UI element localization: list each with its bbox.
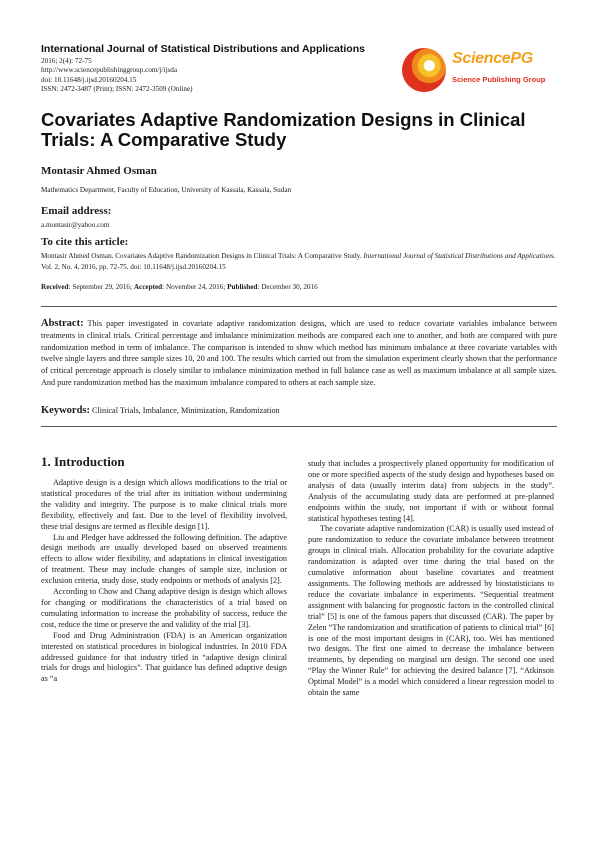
logo-name: SciencePG xyxy=(452,50,533,67)
citation-rest: Vol. 2, No. 4, 2016, pp. 72-75. doi: 10.11648/j.ijsd.20160204.15 xyxy=(41,263,226,271)
citation-main: Montasir Ahmed Osman. Covariates Adaptive Randomization Designs in Clinical Trials: A Comparative Study. xyxy=(41,252,362,260)
published-label: Published xyxy=(227,283,258,291)
keywords xyxy=(41,405,557,416)
section-heading: 1. Introduction xyxy=(41,454,125,469)
received-label: Received xyxy=(41,283,69,291)
right-column xyxy=(308,459,554,699)
abstract-text: This paper investigated in covariate adaptive randomization designs, which are used to reduce covariate variables imbalance between treatments in clinical trials. Critical percentage and imbalance minimization methods are compared each one to another, and both are compared with pure randomization method in term of imbalance. The comparison is intended to show which method has minimum imbalance at three covariate variables with twelve single layers and three sample sizes 10, 20 and 100. The results which carried out from the simulation experiment clearly shown that the performance of critical percentage approach is closely similar to imbalance minimization method in full balance case as well as maximum imbalance at all sample sizes. And pure randomization method has the maximum imbalance compared to others at each sample size. xyxy=(41,319,557,387)
keywords-text: Clinical Trials, Imbalance, Minimization, Randomization xyxy=(92,406,280,415)
left-column xyxy=(41,478,287,685)
citation-text xyxy=(41,251,557,273)
accepted-label: Accepted xyxy=(133,283,163,291)
divider-top xyxy=(41,306,557,307)
issn-line: ISSN: 2472-3487 (Print); ISSN: 2472-3509 (Online) xyxy=(41,84,193,93)
journal-title: International Journal of Statistical Distributions and Applications xyxy=(41,43,365,55)
journal-url[interactable]: http://www.sciencepublishinggroup.com/j/ijsda xyxy=(41,66,178,75)
keywords-label: Keywords: xyxy=(41,405,90,416)
paragraph: Food and Drug Administration (FDA) is an American organization interested on statistical procedures in biological industries. In 2010 FDA addressed guidance for that industry titled in “adaptive design clinical trials for drugs and biologics”. That guidance has defined adaptive design as “a xyxy=(41,630,287,684)
accepted-date: : November 24, 2016; xyxy=(162,283,228,291)
abstract-label: Abstract: xyxy=(41,318,84,329)
email-heading: Email address: xyxy=(41,205,112,217)
paragraph: The covariate adaptive randomization (CAR) is usually used instead of pure randomization to reduce the covariate imbalance between treatment groups in clinical trials. Allocation probability for the covariate adaptive randomization is adapted over time during the trial based on the cumulative information about baseline covariates and treatment assignments. The following methods are addressed by biostatisticians to reduce the covariate imbalance in experiments. “Sequential treatment assignment with balancing for prognostic factors in the controlled clinical trial” [5] is one of the famous papers that discussed (CAR). The paper by Zelen “The randomization and stratification of patients to clinical trial” [6] is one of the most important designs in (CAR), too. Wei has mentioned two designs. The first one aimed to decrease the imbalance between treatments, by depending on marginal urn design. The second one used “Play the Winner Rule” for achieving the desired balance [7]. “Atkinson Optimal Model” is a model which considered a linear regression model to obtain the same xyxy=(308,524,554,698)
published-date: : December 30, 2016 xyxy=(257,283,318,291)
citation-journal: International Journal of Statistical Distributions and Applications. xyxy=(363,252,556,260)
paragraph: Adaptive design is a design which allows modifications to the trial or statistical procedures of the trial after its initiation without undermining the validity and integrity. The purpose is to make clinical trials more flexibility, effectively and fast. Due to the level of flexibility involved, these trial designs are termed as flexible design [1]. xyxy=(41,478,287,531)
logo-subtitle: Science Publishing Group xyxy=(452,75,546,84)
paragraph: Liu and Pledger have addressed the following definition. The adaptive design methods are usually developed based on observed treatments effects to allow wider flexibility, and adaptations in clinical investigation of treatment. These may include changes of sample size, inclusion or exclusion criteria, study dose, study endpoints or methods of analysis [2]. xyxy=(41,532,287,586)
email-address[interactable]: a.montasir@yahoo.com xyxy=(41,221,110,229)
doi-line: doi: 10.11648/j.ijsd.20160204.15 xyxy=(41,75,137,84)
paragraph: study that includes a prospectively planed opportunity for modification of one or more specified aspects of the study design and hypotheses based on analysis of data (usually interim data) from subjects in the study”. Analysis of the accumulating study data are performed at pre-planned endpoints within the study, not important if with or without formal statistical hypotheses testing [4]. xyxy=(308,459,554,523)
article-title: Covariates Adaptive Randomization Designs in Clinical Trials: A Comparative Study xyxy=(41,109,526,150)
received-date: : September 29, 2016; xyxy=(68,283,134,291)
logo-emblem-icon xyxy=(402,48,446,92)
paragraph: According to Chow and Chang adaptive design is design which allows for changing or modifications the characteristics of a trial based on cumulating information to increase the probability of success, reduce the cost, reduce the time or preserve the and validity of the trial [3]. xyxy=(41,587,287,629)
issue-line: 2016; 2(4): 72-75 xyxy=(41,57,92,65)
article-dates xyxy=(41,283,318,291)
divider-bottom xyxy=(41,426,557,427)
abstract xyxy=(41,318,557,389)
author-name: Montasir Ahmed Osman xyxy=(41,165,157,177)
cite-heading: To cite this article: xyxy=(41,236,129,248)
affiliation: Mathematics Department, Faculty of Education, University of Kassala, Kassala, Sudan xyxy=(41,186,292,194)
publisher-logo xyxy=(398,46,558,96)
journal-meta xyxy=(41,57,193,94)
